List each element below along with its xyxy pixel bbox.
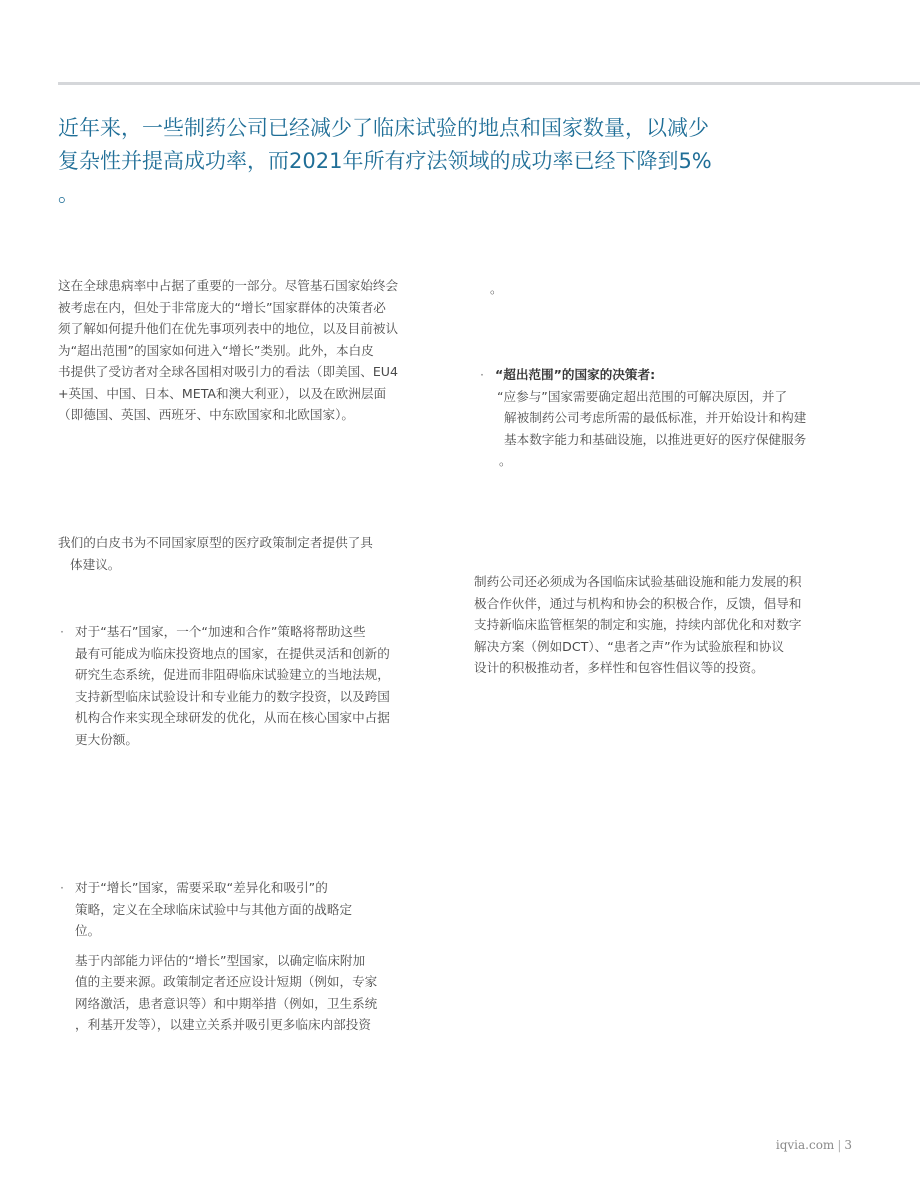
headline-line: 。	[58, 182, 79, 206]
text-line: 机构合作来实现全球研发的优化，从而在核心国家中占据	[75, 710, 390, 725]
text-line: 网络激活，患者意识等）和中期举措（例如，卫生系统	[75, 995, 378, 1011]
text-line: 策略，定义在全球临床试验中与其他方面的战略定	[75, 901, 353, 917]
text-line: 解被制药公司考虑所需的最低标准，并开始设计和构建	[504, 410, 807, 425]
text-line: 值的主要来源。政策制定者还应设计短期（例如，专家	[75, 974, 378, 989]
text-line: 书提供了受访者对全球各国相对吸引力的看法（即美国、EU4	[58, 364, 399, 379]
page-footer	[776, 1138, 852, 1152]
text-line: 研究生态系统，促进而非阻碍临床试验建立的当地法规，	[75, 667, 390, 682]
text-line: 体建议。	[70, 556, 121, 572]
text-line: ，利基开发等），以建立关系并吸引更多临床内部投资	[75, 1017, 371, 1032]
text-line: 对于“基石”国家，一个“加速和合作”策略将帮助这些	[75, 624, 366, 639]
footer-site-link[interactable]: iqvia.com	[775, 1138, 835, 1152]
page-headline	[58, 112, 778, 211]
bullet-title: “超出范围”的国家的决策者:	[495, 367, 656, 382]
bullet-dot: ·	[60, 880, 65, 895]
top-divider	[58, 82, 920, 85]
out-of-scope-bullet	[480, 364, 806, 472]
text-line: 这在全球患病率中占据了重要的一部分。尽管基石国家始终会	[58, 278, 399, 293]
text-line: “应参与”国家需要确定超出范围的可解决原因，并了	[497, 388, 788, 404]
growth-bullet	[60, 877, 377, 1036]
text-line: 被考虑在内，但处于非常庞大的“增长”国家群体的决策者必	[58, 299, 386, 315]
cornerstone-bullet	[60, 621, 390, 750]
text-line: 须了解如何提升他们在优先事项列表中的地位，以及目前被认	[58, 321, 399, 336]
intro-paragraph	[58, 275, 398, 426]
text-line: 位。	[75, 923, 101, 938]
stray-period: 。	[490, 281, 503, 296]
text-line: 制药公司还必须成为各国临床试验基础设施和能力发展的积	[474, 574, 802, 589]
pharma-paragraph	[474, 571, 801, 679]
text-line: 基本数字能力和基础设施，以推进更好的医疗保健服务	[504, 431, 807, 447]
headline-line: 复杂性并提高成功率，而2021年所有疗法领域的成功率已经下降到5%	[58, 149, 712, 173]
text-line: 设计的积极推动者，多样性和包容性倡议等的投资。	[474, 660, 764, 675]
recommendations-intro	[58, 532, 373, 575]
text-line: 支持新临床监管框架的制定和实施，持续内部优化和对数字	[474, 617, 802, 632]
text-line: 为“超出范围”的国家如何进入“增长”类别。此外，本白皮	[58, 342, 374, 358]
text-line: 支持新型临床试验设计和专业能力的数字投资，以及跨国	[75, 688, 390, 704]
text-line: 我们的白皮书为不同国家原型的医疗政策制定者提供了具	[58, 535, 373, 550]
headline-line: 近年来，一些制药公司已经减少了临床试验的地点和国家数量，以减少	[58, 116, 709, 140]
text-line: 。	[499, 453, 512, 468]
text-line: （即德国、英国、西班牙、中东欧国家和北欧国家）。	[58, 407, 354, 422]
text-line: 极合作伙伴，通过与机构和协会的积极合作，反馈，倡导和	[474, 595, 802, 611]
page-number: 3	[844, 1138, 852, 1152]
text-line: 解决方案（例如DCT）、“患者之声”作为试验旅程和协议	[474, 638, 784, 654]
bullet-dot: ·	[480, 367, 485, 382]
text-line: +英国、中国、日本、META和澳大利亚），以及在欧洲层面	[58, 385, 387, 401]
text-line: 对于“增长”国家，需要采取“差异化和吸引”的	[75, 880, 328, 895]
footer-separator: |	[837, 1138, 842, 1152]
text-line: 更大份额。	[75, 731, 138, 747]
text-line: 最有可能成为临床投资地点的国家，在提供灵活和创新的	[75, 645, 390, 661]
bullet-dot: ·	[60, 624, 65, 639]
text-line: 基于内部能力评估的“增长”型国家，以确定临床附加	[75, 952, 366, 968]
